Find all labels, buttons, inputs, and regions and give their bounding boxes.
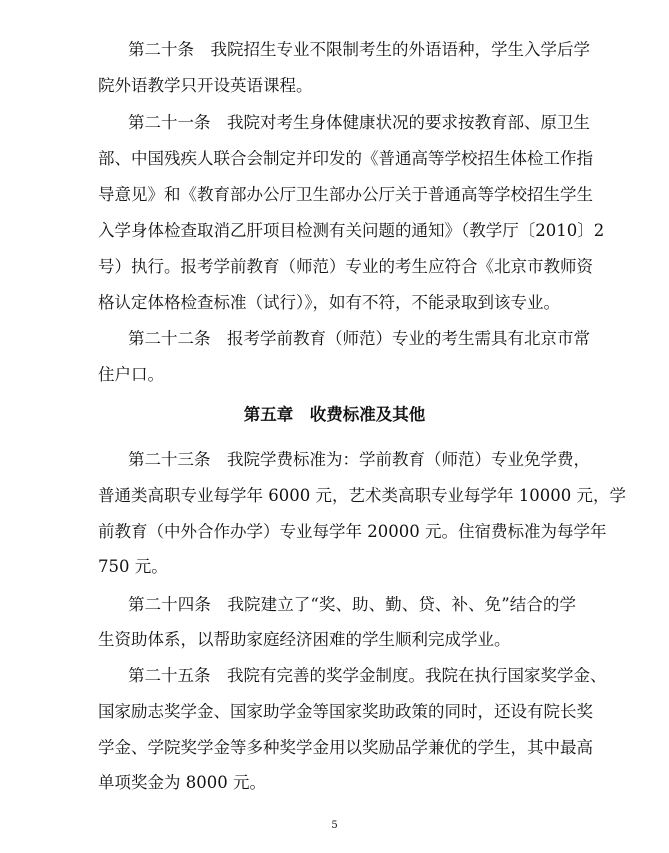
- article-20-line-1: 第二十条 我院招生专业不限制考生的外语语种，学生入学后学: [128, 40, 590, 59]
- article-20-line-2: 院外语教学只开设英语课程。: [98, 76, 313, 95]
- chapter-heading: 第五章 收费标准及其他: [243, 405, 426, 424]
- article-25-line-3: 学金、学院奖学金等多种奖学金用以奖励品学兼优的学生，其中最高: [98, 738, 593, 757]
- article-21-line-5: 号）执行。报考学前教育（师范）专业的考生应符合《北京市教师资: [98, 257, 593, 276]
- article-24-line-2: 生资助体系，以帮助家庭经济困难的学生顺利完成学业。: [98, 630, 511, 649]
- page-number: 5: [331, 820, 338, 831]
- article-25-line-1: 第二十五条 我院有完善的奖学金制度。我院在执行国家奖学金、: [128, 666, 607, 685]
- article-24-line-1: 第二十四条 我院建立了“奖、助、勤、贷、补、免”结合的学: [128, 595, 576, 614]
- article-25-line-4: 单项奖金为 8000 元。: [98, 773, 266, 792]
- article-21-line-1: 第二十一条 我院对考生身体健康状况的要求按教育部、原卫生: [128, 113, 590, 132]
- article-23-line-3: 前教育（中外合作办学）专业每学年 20000 元。住宿费标准为每学年: [98, 522, 607, 541]
- article-22-line-2: 住户口。: [98, 365, 164, 384]
- article-21-line-4: 入学身体检查取消乙肝项目检测有关问题的通知》（教学厅〔2010〕2: [98, 221, 605, 240]
- article-21-line-6: 格认定体格检查标准（试行）》，如有不符，不能录取到该专业。: [98, 293, 560, 312]
- article-25-line-2: 国家励志奖学金、国家助学金等国家奖助政策的同时，还设有院长奖: [98, 702, 593, 721]
- article-22-line-1: 第二十二条 报考学前教育（师范）专业的考生需具有北京市常: [128, 329, 590, 348]
- article-21-line-2: 部、中国残疾人联合会制定并印发的《普通高等学校招生体检工作指: [98, 149, 593, 168]
- article-23-line-2: 普通类高职专业每学年 6000 元，艺术类高职专业每学年 10000 元，学: [98, 486, 626, 505]
- article-23-line-1: 第二十三条 我院学费标准为：学前教育（师范）专业免学费，: [128, 450, 590, 469]
- article-21-line-3: 导意见》和《教育部办公厅卫生部办公厅关于普通高等学校招生学生: [98, 185, 593, 204]
- article-23-line-4: 750 元。: [98, 557, 168, 576]
